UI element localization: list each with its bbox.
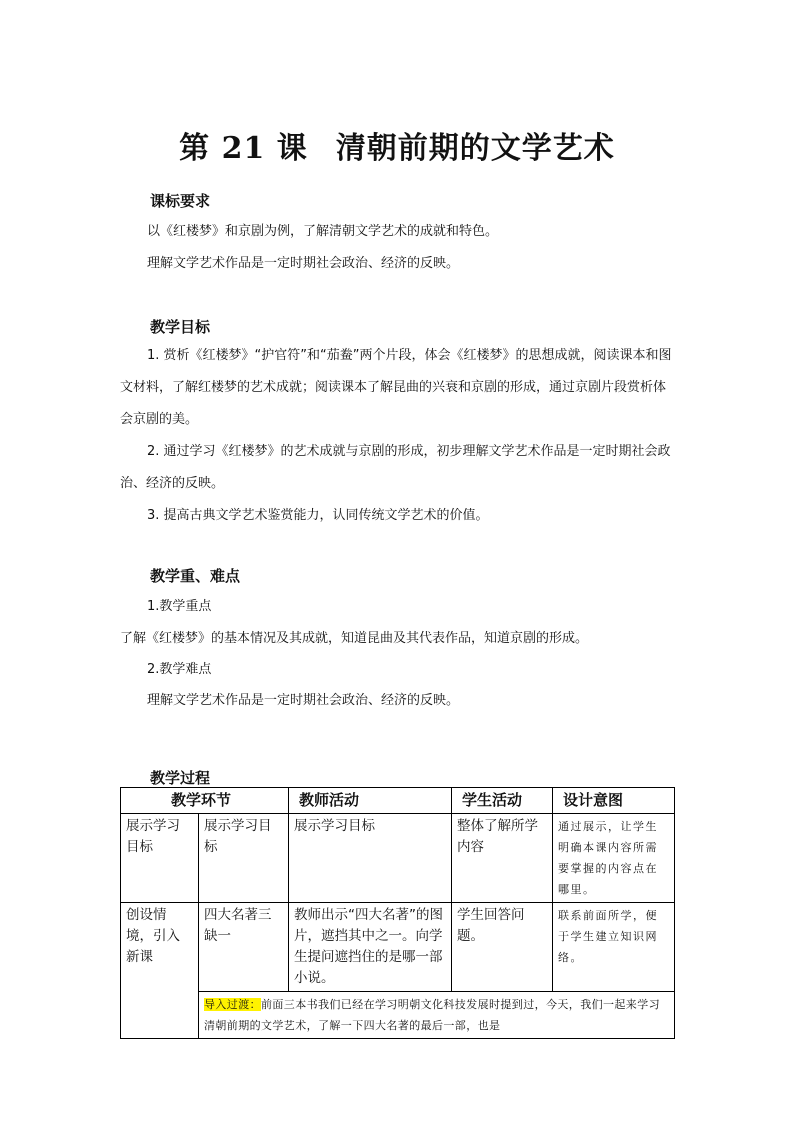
column-header-design: 设计意图 (553, 788, 675, 814)
teacher-cell: 展示学习目标 (289, 814, 452, 903)
column-header-stage: 教学环节 (121, 788, 289, 814)
table-header-row (121, 788, 675, 814)
column-header-teacher: 教师活动 (289, 788, 452, 814)
stage-cell: 展示学习目标 (121, 814, 199, 903)
student-cell: 整体了解所学内容 (452, 814, 553, 903)
table-row (121, 814, 675, 903)
page-title (0, 123, 794, 167)
process-heading: 教学过程 (150, 769, 211, 787)
transition-label: 导入过渡： (204, 998, 261, 1011)
design-cell: 联系前面所学，便于学生建立知识网络。 (553, 903, 675, 992)
curriculum-line-1: 以《红楼梦》和京剧为例，了解清朝文学艺术的成就和特色。 (147, 224, 499, 239)
keypoints-heading: 教学重、难点 (150, 567, 241, 585)
transition-row (121, 992, 675, 1039)
step-cell: 展示学习目标 (199, 814, 289, 903)
transition-text: 前面三本书我们已经在学习明朝文化科技发展时提到过，今天，我们一起来学习清朝前期的文学艺术，了解一下四大名著的最后一部，也是 (204, 998, 660, 1032)
teacher-cell: 教师出示“四大名著”的图片，遮挡其中之一。向学生提问遮挡住的是哪一部小说。 (289, 903, 452, 992)
difficult-label: 2.教学难点 (147, 662, 212, 677)
transition-cell (199, 992, 675, 1039)
goal-item-3: 3. 提高古典文学艺术鉴赏能力，认同传统文学艺术的价值。 (147, 508, 489, 523)
process-table (120, 787, 675, 1039)
student-cell: 学生回答问题。 (452, 903, 553, 992)
stage-cell: 创设情境，引入新课 (121, 903, 199, 1039)
goals-heading: 教学目标 (150, 318, 211, 336)
key-label: 1.教学重点 (147, 599, 212, 614)
goal-item-1: 1. 赏析《红楼梦》“护官符”和“茄鲞”两个片段，体会《红楼梦》的思想成就，阅读课本和图文材料，了解红楼梦的艺术成就；阅读课本了解昆曲的兴衰和京剧的形成，通过京剧片段赏析体会京剧的美。 (120, 348, 672, 427)
curriculum-line-2: 理解文学艺术作品是一定时期社会政治、经济的反映。 (147, 256, 460, 271)
key-text: 了解《红楼梦》的基本情况及其成就，知道昆曲及其代表作品，知道京剧的形成。 (120, 631, 589, 646)
lesson-number: 第 21 课 (179, 131, 308, 166)
goal-item-2: 2. 通过学习《红楼梦》的艺术成就与京剧的形成，初步理解文学艺术作品是一定时期社会政治、经济的反映。 (120, 444, 671, 491)
difficult-text: 理解文学艺术作品是一定时期社会政治、经济的反映。 (147, 693, 460, 708)
table-row (121, 903, 675, 992)
curriculum-heading: 课标要求 (150, 192, 211, 210)
lesson-topic: 清朝前期的文学艺术 (335, 131, 615, 166)
column-header-student: 学生活动 (452, 788, 553, 814)
step-cell: 四大名著三缺一 (199, 903, 289, 992)
design-cell: 通过展示，让学生明确本课内容所需要掌握的内容点在哪里。 (553, 814, 675, 903)
